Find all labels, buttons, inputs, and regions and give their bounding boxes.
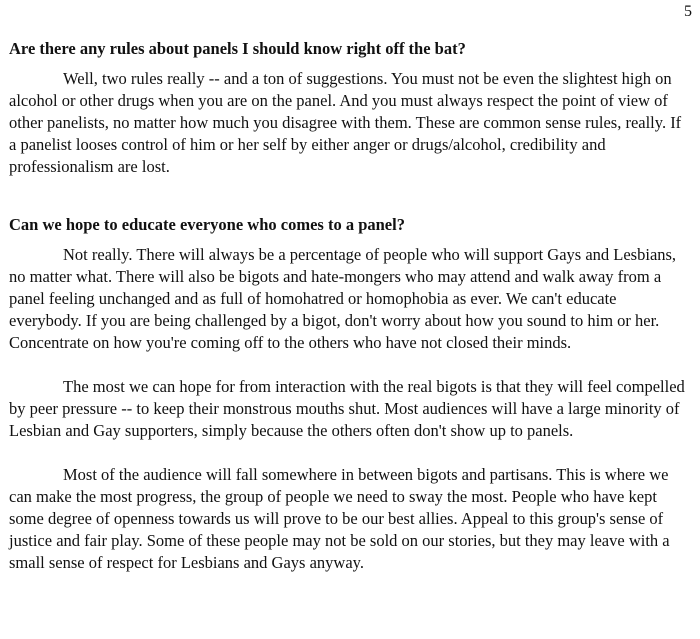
document-body	[9, 38, 689, 574]
section-heading-rules: Are there any rules about panels I should know right off the bat?	[9, 39, 466, 58]
paragraph-educate-2: The most we can hope for from interaction with the real bigots is that they will feel compelled by peer pressure -- to keep their monstrous mouths shut. Most audiences will have a large minority of Lesbian and Gay supporters, simply because the others often don't show up to panels.	[9, 377, 685, 440]
section-heading-educate: Can we hope to educate everyone who comes to a panel?	[9, 215, 405, 234]
paragraph-rules: Well, two rules really -- and a ton of suggestions. You must not be even the slightest high on alcohol or other drugs when you are on the panel. And you must always respect the point of view of other panelists, no matter how much you disagree with them. These are common sense rules, really. If a panelist looses control of him or her self by either anger or drugs/alcohol, credibility and professionalism are lost.	[9, 69, 682, 176]
page-number: 5	[684, 3, 692, 20]
paragraph-educate-1: Not really. There will always be a percentage of people who will support Gays and Lesbians, no matter what. There will also be bigots and hate-mongers who may attend and walk away from a panel feeling unchanged and as full of homohatred or homophobia as ever. We can't educate everybody. If you are being challenged by a bigot, don't worry about how you sound to him or her. Concentrate on how you're coming off to the others who have not closed their minds.	[9, 245, 677, 352]
paragraph-educate-3: Most of the audience will fall somewhere in between bigots and partisans. This is where we can make the most progress, the group of people we need to sway the most. People who have kept some degree of openness towards us will prove to be our best allies. Appeal to this group's sense of justice and fair play. Some of these people may not be sold on our stories, but they may leave with a small sense of respect for Lesbians and Gays anyway.	[9, 465, 670, 572]
